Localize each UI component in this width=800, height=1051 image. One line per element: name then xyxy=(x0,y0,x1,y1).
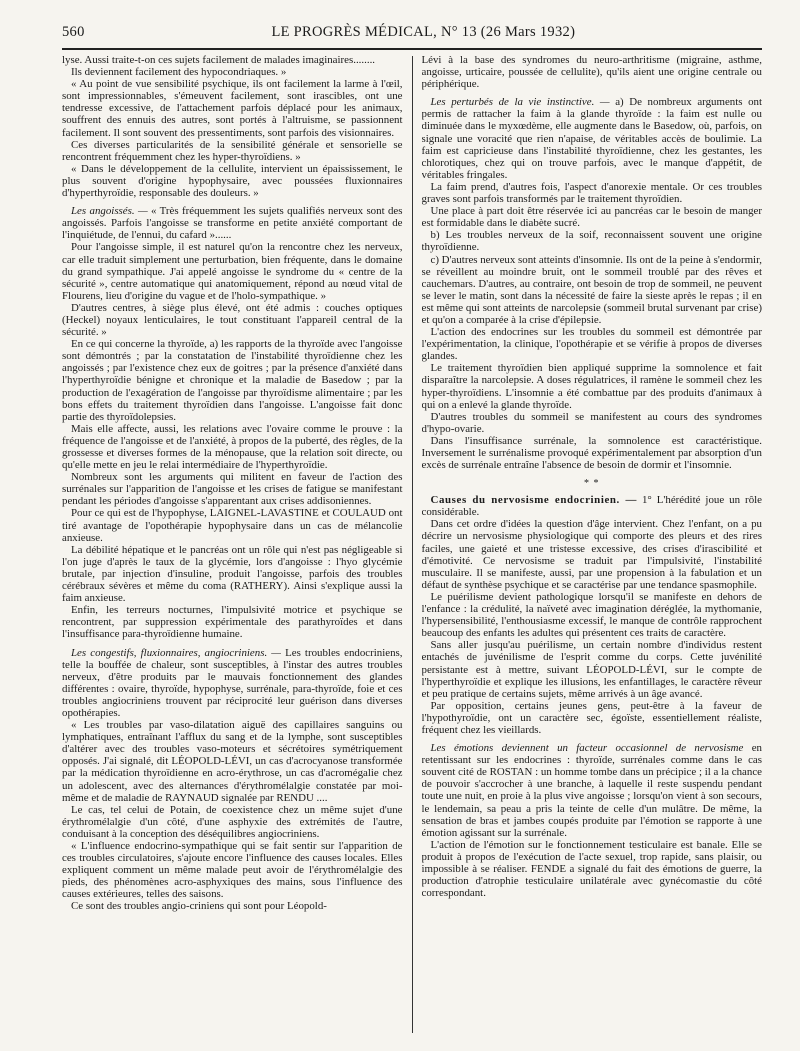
column-divider xyxy=(412,56,413,1033)
paragraph-text: Sans aller jusqu'au puérilisme, un certain nombre d'individus restent entachés de juvénilisme de l'esprit comme du corps. Cette juvénilité persistante est à mettre, suivant LÉOPOLD-LÉVI, sur le compte de l'hyperthyroïdie et explique les illusions, les enfantillages, le caractère rêveur et peu pratique de certains sujets, même arrivés à un âge avancé. xyxy=(421,639,762,700)
paragraph xyxy=(62,78,403,138)
paragraph-text: « L'influence endocrino-sympathique qui se fait sentir sur l'apparition de ces troubles circulatoires, s'ajoute encore l'influence des causes locales. Elles expliquent comment un même malade peut avoir de l'érythromélalgie des pieds, des phénomènes acro-asphyxiques des mains, sous l'influence des causes extérieures, telles des saisons. xyxy=(62,840,403,901)
paragraph-lead: Les perturbés de la vie instinctive. — xyxy=(430,96,610,109)
paragraph-text: En ce qui concerne la thyroïde, a) les rapports de la thyroïde avec l'angoisse sont démontrés ; par la constatation de l'instabilité thyroïdienne chez les angoissés ; par l'existence chez eux de goitres ; par la présence d'anxiété dans l'hyperthyroïdie bénigne et chronique et la maladie de Basedow ; par la production de l'exagération de l'angoisse par thyroïdisme alimentaire ; par les bons effets du traitement thyroïdien dans l'angoisse. L'angoisse fait donc partie des thyroïdolepsies. xyxy=(62,338,403,423)
paragraph xyxy=(62,241,403,301)
paragraph xyxy=(62,507,403,543)
paragraph xyxy=(62,205,403,241)
paragraph xyxy=(422,742,763,839)
paragraph-text: D'autres centres, à siège plus élevé, ont été admis : couches optiques (Heckel) noyaux lenticulaires, le tout constituant l'appareil central de la sécurité. » xyxy=(62,301,403,339)
left-column xyxy=(62,54,403,1039)
paragraph-text: « Au point de vue sensibilité psychique, ils ont facilement la larme à l'œil, sont impressionnables, s'émeuvent facilement, sont irascibles, ont une tendresse excessive, de l'attachement parfois déplacé pour les animaux, souffrent des ennuis des autres, sont portés à l'altruisme, se passionnent facilement. Il sont souvent des pressentiments, sont parfois des visionnaires. xyxy=(62,78,403,139)
paragraph-text: La débilité hépatique et le pancréas ont un rôle qui n'est pas négligeable si l'on juge d'après le taux de la glycémie, lors d'angoisse : l'hyo glycémie brutale, par injection d'insuline, produit l'angoisse, parfois des troubles cérébraux sévères et même du coma (RATHERY). Ainsi s'explique aussi la faim anxieuse. xyxy=(62,543,403,605)
paragraph-text: Ces diverses particularités de la sensibilité générale et sensorielle se rencontrent fréquemment chez les hyper-thyroïdiens. » xyxy=(62,138,403,163)
paragraph-text: Nombreux sont les arguments qui militent en faveur de l'action des surrénales sur l'apparition de l'angoisse et les crises de fatigue se manifestant pendant les périodes d'angoisse s'apparentant aux crises addisoniennes. xyxy=(62,471,403,508)
paragraph xyxy=(62,302,403,338)
paragraph-lead: Les émotions deviennent un facteur occasionnel de nervosisme xyxy=(430,742,744,755)
paragraph xyxy=(422,639,763,699)
paragraph-text: Pour ce qui est de l'hypophyse, LAIGNEL-LAVASTINE et COULAUD ont tiré avantage de l'opothérapie hypophysaire dans un cas de mélancolie anxieuse. xyxy=(62,507,403,544)
section-title: Causes du nervosisme endocrinien. — xyxy=(430,494,637,507)
right-column xyxy=(422,54,763,1039)
paragraph xyxy=(62,139,403,163)
paragraph-text: 1° L'hérédité joue un rôle considérable. xyxy=(421,494,762,519)
paragraph xyxy=(422,494,763,518)
paragraph-text: b) Les troubles nerveux de la soif, reconnaissent souvent une origine thyroïdienne. xyxy=(421,229,762,254)
paragraph-text: Une place à part doit être réservée ici au pancréas car le besoin de manger est formidable dans le diabète sucré. xyxy=(421,205,762,230)
paragraph-text: L'action des endocrines sur les troubles du sommeil est démontrée par l'expérimentation, la clinique, l'opothérapie et se vérifie à propos de diverses glandes. xyxy=(421,326,762,363)
paragraph-text: Les troubles endocriniens, telle la bouffée de chaleur, sont susceptibles, à l'instar des autres troubles nerveux, d'être produits par le mauvais fonctionnement des glandes différentes : ovaire, thyroïde, hypophyse, surrénale, para-thyroïde, foie et ces troubles angiocriniens trouvent par réciprocité leur guérison dans diverses opothérapies. xyxy=(62,646,403,719)
paragraph xyxy=(62,423,403,471)
paragraph xyxy=(422,839,763,899)
paragraph-lead: Les congestifs, fluxionnaires, angiocriniens. — xyxy=(71,646,281,659)
paragraph xyxy=(62,900,403,912)
paragraph xyxy=(422,362,763,410)
paragraph-text: Par opposition, certains jeunes gens, peut-être à la faveur de l'hypothyroïdie, ont un caractère sec, égoïste, essentiellement réaliste, fréquent chez les vieillards. xyxy=(421,699,762,736)
paragraph xyxy=(62,804,403,840)
paragraph xyxy=(62,604,403,640)
paragraph-text: D'autres troubles du sommeil se manifestent au cours des syndromes d'hypo-ovarie. xyxy=(421,410,762,435)
paragraph-text: Le traitement thyroïdien bien appliqué supprime la somnolence et fait disparaître la narcolepsie. A doses régulatrices, il ramène le sommeil chez les hyper-thyroïdiens. L'insomnie a été combattue par des produits d'animaux à qui on a enlevé la glande thyroïde. xyxy=(421,362,762,411)
paragraph-text: Enfin, les terreurs nocturnes, l'impulsivité motrice et psychique se rencontrent, par suppression expérimentale des parathyroïdes et dans l'insuffisance para-thyroïdienne humaine. xyxy=(62,604,403,641)
paragraph xyxy=(62,544,403,604)
paragraph-text: en retentissant sur les endocrines : thyroïde, surrénales comme dans le cas souvent cité de ROSTAN : un homme tombe dans un précipice ; il a la chance de pouvoir s'accrocher à une branche, à laquelle il reste suspendu pendant toute une nuit, en proie à la plus vive angoisse ; lorsqu'on vient à son secours, le lendemain, sa peau a pris la teinte de celle d'un mulâtre. De même, la sensation de bras et jambes coupés produite par l'émotion se rapporte à une émotion agissant sur la surrénale. xyxy=(421,742,762,839)
paragraph xyxy=(422,700,763,736)
running-head: LE PROGRÈS MÉDICAL, N° 13 (26 Mars 1932) xyxy=(271,24,576,40)
paragraph xyxy=(62,647,403,720)
paragraph-text: lyse. Aussi traite-t-on ces sujets facilement de malades imaginaires........ xyxy=(62,54,376,66)
paragraph xyxy=(62,840,403,900)
paragraph xyxy=(422,518,763,591)
paragraph xyxy=(422,435,763,471)
paragraph-text: « Dans le développement de la cellulite, intervient un épaississement, le plus souvent d'origine hypophysaire, avec poussées fluxionnaires d'hyperthyroïdie, responsable des douleurs. » xyxy=(62,162,403,200)
paragraph-text: L'action de l'émotion sur le fonctionnement testiculaire est banale. Elle se produit à propos de l'exécution de l'acte sexuel, trop rapide, sans plaisir, ou impossible à se réaliser. FENDE a signalé du fait des émotions de guerre, la production d'atrophie testiculaire unilatérale avec gynécomastie du côté correspondant. xyxy=(421,838,762,900)
page-number: 560 xyxy=(62,24,85,40)
paragraph-text: Dans cet ordre d'idées la question d'âge intervient. Chez l'enfant, on a pu décrire un nervosisme physiologique qui comporte des pleurs et des rires faciles, une gaieté et une tristesse excessive, des crises d'irascibilité et d'émotivité. Ce nervosisme se traduit par l'impulsivité, l'instabilité musculaire. Il se manifeste, aussi, par une propension à la fabulation et un défaut de synthèse psychique et se caractérise par une tendance spasmophile. xyxy=(421,518,762,591)
paragraph-text: « Les troubles par vaso-dilatation aiguë des capillaires sanguins ou lymphatiques, entraînant l'afflux du sang et de la lymphe, sont susceptibles d'altérer avec des troubles vaso-moteurs et sécrétoires symétriquement opposés. J'ai signalé, dit LÉOPOLD-LÉVI, un cas d'acrocyanose transformée par la médication thyroïdienne en acro-érythrose, un cas d'acromégalie chez un adolescent, avec des alternances d'érythromélalgie constatée par moi-même et de maladie de RAYNAUD signalée par RENDU .... xyxy=(62,719,403,804)
paragraph-text: « Très fréquemment les sujets qualifiés nerveux sont des angoissés. Parfois l'angoisse se transforme en petite anxiété comportant de l'inquiétude, de l'ennui, du cafard »...... xyxy=(62,205,403,242)
paragraph-text: a) De nombreux arguments ont permis de rattacher la faim à la glande thyroïde : la faim est nulle ou diminuée dans le myxœdème, elle augmente dans le Basedow, où, parfois, on signale une voracité que rien n'apaise, de véritables accès de boulimie. La faim est capricieuse dans l'instabilité thyroïdienne, chez les gestantes, les chlorotiques, chez qui on trouve parfois, avec le manque d'appétit, de véritables fringales. xyxy=(421,96,762,181)
page-header xyxy=(62,24,762,44)
paragraph-text: Le cas, tel celui de Potain, de coexistence chez un même sujet d'une érythromélalgie d'un côté, d'une asphyxie des extrémités de l'autre, conduisant à la conception des déséquilibres angiocriniens. xyxy=(62,803,403,840)
paragraph xyxy=(62,471,403,507)
article-columns xyxy=(62,54,762,1039)
paragraph xyxy=(422,591,763,639)
header-rule xyxy=(62,48,762,50)
paragraph xyxy=(422,229,763,253)
paragraph-text: Ce sont des troubles angio-criniens qui sont pour Léopold- xyxy=(71,900,327,913)
paragraph xyxy=(422,254,763,327)
paragraph xyxy=(422,54,763,90)
paragraph-text: Ils deviennent facilement des hypocondriaques. » xyxy=(71,66,287,79)
paragraph xyxy=(62,66,403,78)
paragraph-lead: Les angoissés. — xyxy=(71,205,148,218)
paragraph xyxy=(62,54,403,66)
paragraph xyxy=(422,181,763,205)
paragraph-text: Le puérilisme devient pathologique lorsqu'il se manifeste en dehors de l'enfance : la crédulité, la naïveté avec imagination déréglée, la mythomanie, l'hypersensibilité, l'enthousiasme excessif, le manque de contrôle rapprochent beaucoup des enfants les adultes qui présentent ces traits de caractère. xyxy=(421,590,762,640)
paragraph xyxy=(422,411,763,435)
paragraph xyxy=(62,719,403,804)
paragraph-text: c) D'autres nerveux sont atteints d'insomnie. Ils ont de la peine à s'endormir, se réveillent au moindre bruit, ont le sommeil troublé par des rêves et cauchemars. D'autres, au contraire, ont besoin de trop de sommeil, ne peuvent se lever le matin, sont dans la nécessité de faire la sieste après le repas ; il en est même qui sont atteints de narcolepsie (sommeil brutal survenant par crise) et qu'on a comparée à la crise d'épilepsie. xyxy=(421,253,762,326)
paragraph xyxy=(422,96,763,181)
asterism-separator: * * xyxy=(584,478,600,490)
paragraph-text: La faim prend, d'autres fois, l'aspect d'anorexie mentale. Or ces troubles graves sont parfois transformés par le traitement thyroïdien. xyxy=(421,180,762,206)
paragraph xyxy=(422,205,763,229)
paragraph xyxy=(62,338,403,423)
paragraph-text: Dans l'insuffisance surrénale, la somnolence est caractéristique. Inversement le surrénalisme provoqué expérimentalement par absorption d'un excès de surrénale entraîne l'absence de besoin de dormir et l'insomnie. xyxy=(421,434,762,472)
paragraph-text: Mais elle affecte, aussi, les relations avec l'ovaire comme le prouve : la fréquence de l'angoisse et de l'anxiété, à propos de la puberté, des règles, de la grossesse et diverses formes de la ménopause, que la relation soit directe, ou qu'elle mette en jeu le relai intermédiaire de l'hyperthyroïdie. xyxy=(62,422,403,472)
paragraph xyxy=(422,326,763,362)
paragraph-text: Lévi à la base des syndromes du neuro-arthritisme (migraine, asthme, angoisse, urticaire, poussée de cellulite), qu'ils aient une origine centrale ou périphérique. xyxy=(421,54,762,91)
paragraph xyxy=(62,163,403,199)
paragraph-text: Pour l'angoisse simple, il est naturel qu'on la rencontre chez les nerveux, car elle traduit simplement une perturbation, bien fréquente, dans le domaine du grand sympathique. J'ai appelé angoisse le syndrome du « centre de la sécurité », centre automatique qui anatomiquement, répond au nœud vital de Flourens, lieu d'origine du vague et de l'holo-sympathique. » xyxy=(62,241,403,302)
